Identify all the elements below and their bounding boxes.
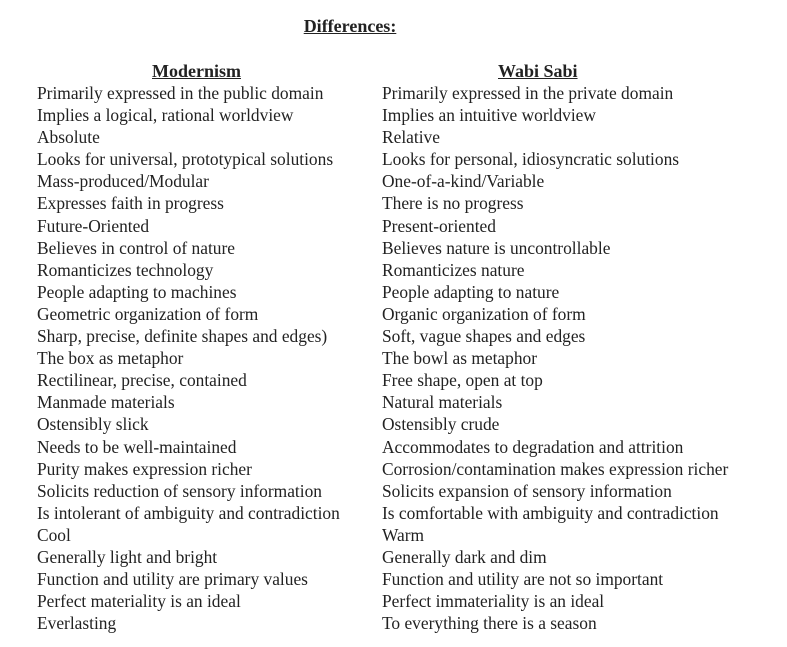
wabi-sabi-list-item: Function and utility are not so important: [382, 569, 664, 590]
wabi-sabi-list-item: Looks for personal, idiosyncratic solutions: [382, 149, 680, 170]
modernism-list-item: Romanticizes technology: [37, 259, 214, 280]
wabi-sabi-list-item: Believes nature is uncontrollable: [382, 237, 611, 258]
wabi-sabi-list-item: Implies an intuitive worldview: [382, 105, 596, 126]
modernism-list-item: Perfect materiality is an ideal: [37, 591, 241, 612]
wabi-sabi-list-item: Relative: [382, 127, 440, 148]
modernism-list-item: Expresses faith in progress: [37, 193, 224, 214]
wabi-sabi-list-item: Solicits expansion of sensory information: [382, 480, 672, 501]
modernism-list-item: The box as metaphor: [37, 348, 184, 369]
document-title: Differences:: [303, 16, 397, 36]
modernism-list-item: Absolute: [37, 127, 100, 148]
modernism-list-item: Solicits reduction of sensory information: [37, 480, 322, 501]
modernism-list-item: People adapting to machines: [37, 281, 237, 302]
modernism-list-item: Mass-produced/Modular: [37, 171, 209, 192]
wabi-sabi-list: [382, 82, 782, 634]
wabi-sabi-list-item: The bowl as metaphor: [382, 348, 538, 369]
wabi-sabi-list-item: Organic organization of form: [382, 303, 586, 324]
wabi-sabi-list-item: Free shape, open at top: [382, 370, 543, 391]
wabi-sabi-list-item: Present-oriented: [382, 215, 496, 236]
modernism-list-item: Sharp, precise, definite shapes and edges): [37, 326, 328, 347]
modernism-heading: Modernism: [152, 61, 241, 81]
modernism-list-item: Purity makes expression richer: [37, 458, 252, 479]
wabi-sabi-list-item: There is no progress: [382, 193, 524, 214]
wabi-sabi-heading: Wabi Sabi: [498, 61, 578, 81]
modernism-list-item: Rectilinear, precise, contained: [37, 370, 247, 391]
wabi-sabi-list-item: Warm: [382, 524, 425, 545]
wabi-sabi-list-item: Perfect immateriality is an ideal: [382, 591, 605, 612]
modernism-list-item: Function and utility are primary values: [37, 569, 308, 590]
wabi-sabi-list-item: People adapting to nature: [382, 281, 560, 302]
modernism-list: [37, 82, 377, 634]
modernism-list-item: Is intolerant of ambiguity and contradiction: [37, 502, 340, 523]
modernism-list-item: Manmade materials: [37, 392, 175, 413]
wabi-sabi-list-item: Accommodates to degradation and attrition: [382, 436, 684, 457]
modernism-list-item: Ostensibly slick: [37, 414, 149, 435]
modernism-list-item: Future-Oriented: [37, 215, 150, 236]
wabi-sabi-list-item: Is comfortable with ambiguity and contradiction: [382, 502, 719, 523]
wabi-sabi-list-item: Soft, vague shapes and edges: [382, 326, 586, 347]
modernism-list-item: Geometric organization of form: [37, 303, 259, 324]
modernism-list-item: Cool: [37, 524, 71, 545]
wabi-sabi-list-item: Ostensibly crude: [382, 414, 500, 435]
modernism-list-item: Everlasting: [37, 613, 117, 634]
wabi-sabi-list-item: Natural materials: [382, 392, 503, 413]
modernism-list-item: Generally light and bright: [37, 546, 218, 567]
wabi-sabi-list-item: To everything there is a season: [382, 613, 597, 634]
wabi-sabi-list-item: One-of-a-kind/Variable: [382, 171, 545, 192]
modernism-column: [37, 60, 377, 634]
modernism-list-item: Believes in control of nature: [37, 237, 235, 258]
wabi-sabi-list-item: Primarily expressed in the private domain: [382, 83, 674, 103]
modernism-list-item: Implies a logical, rational worldview: [37, 105, 294, 126]
modernism-list-item: Needs to be well-maintained: [37, 436, 237, 457]
wabi-sabi-list-item: Romanticizes nature: [382, 259, 525, 280]
wabi-sabi-list-item: Corrosion/contamination makes expression richer: [382, 458, 729, 479]
wabi-sabi-column: [382, 60, 782, 634]
wabi-sabi-list-item: Generally dark and dim: [382, 546, 547, 567]
modernism-list-item: Primarily expressed in the public domain: [37, 83, 324, 103]
modernism-list-item: Looks for universal, prototypical solutions: [37, 149, 334, 170]
